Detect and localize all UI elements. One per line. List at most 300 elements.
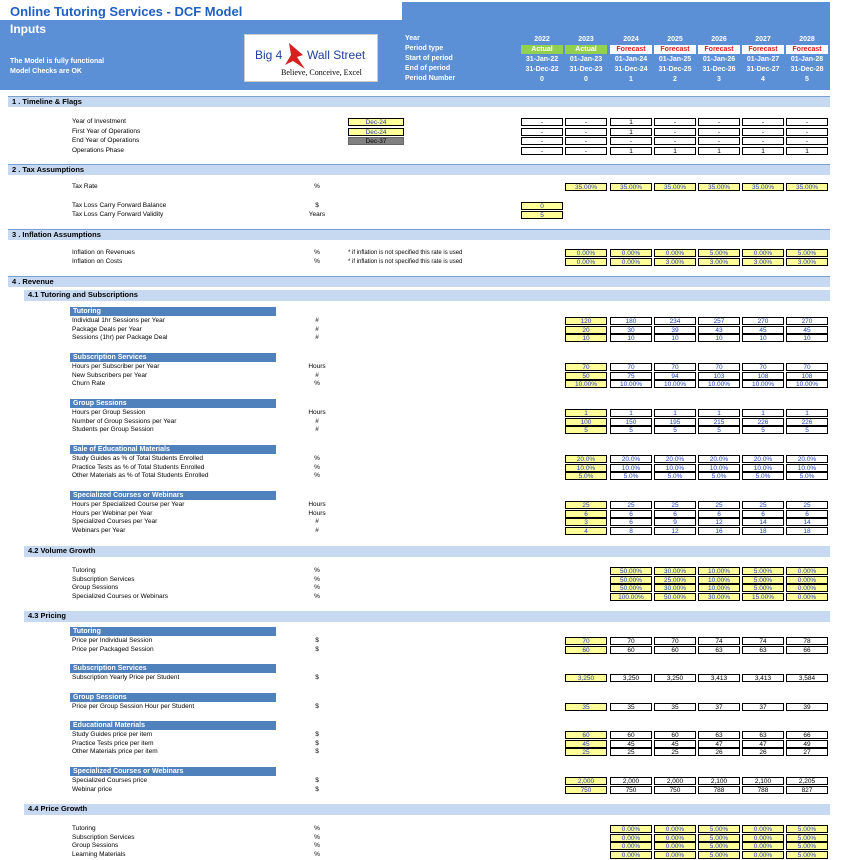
subsection-volume-growth: 4.2 Volume Growth bbox=[24, 546, 830, 557]
value-cell: 226 bbox=[786, 418, 828, 426]
value-cell[interactable]: 10.00% bbox=[698, 584, 740, 592]
end-date: 31-Dec-23 bbox=[569, 66, 603, 73]
value-cell[interactable]: 20.0% bbox=[565, 455, 607, 463]
row-note: * if inflation is not specified this rate is used bbox=[348, 250, 463, 256]
row-label: Webinars per Year bbox=[72, 526, 126, 534]
value-cell: 35 bbox=[610, 703, 652, 711]
value-cell: - bbox=[698, 118, 740, 126]
value-cell: 1 bbox=[654, 409, 696, 417]
value-cell[interactable]: 50.00% bbox=[610, 567, 652, 575]
row-unit: % bbox=[314, 472, 320, 479]
row-label: Study Guides price per item bbox=[72, 731, 153, 738]
value-cell[interactable]: 0.00% bbox=[654, 842, 696, 850]
start-date: 01-Jan-25 bbox=[658, 56, 692, 63]
value-cell[interactable]: 60 bbox=[565, 731, 607, 739]
value-cell: - bbox=[565, 137, 607, 145]
row-unit: # bbox=[315, 371, 319, 379]
row-label: Package Deals per Year bbox=[72, 325, 142, 333]
row-label: Students per Group Session bbox=[72, 426, 154, 433]
value-cell[interactable]: 0.00% bbox=[786, 567, 828, 575]
row-unit: $ bbox=[315, 645, 319, 653]
logo-text-a: Big 4 bbox=[255, 48, 283, 62]
row-label: Hours per Specialized Course per Year bbox=[72, 501, 185, 508]
section-tax: 2 . Tax Assumptions bbox=[8, 164, 830, 175]
value-cell[interactable]: 5.00% bbox=[786, 249, 828, 257]
header-row-label: End of period bbox=[405, 65, 451, 72]
value-cell[interactable]: 0.00% bbox=[610, 851, 652, 859]
value-cell[interactable]: 5 bbox=[565, 426, 607, 434]
value-cell: - bbox=[565, 118, 607, 126]
section-timeline: 1 . Timeline & Flags bbox=[8, 96, 830, 107]
value-cell[interactable]: 0.00% bbox=[565, 249, 607, 257]
row-label: Inflation on Costs bbox=[72, 258, 123, 265]
value-cell: 60 bbox=[610, 646, 652, 654]
row-label: Specialized Courses price bbox=[72, 777, 148, 784]
row-label: Price per Packaged Session bbox=[72, 645, 154, 653]
value-cell[interactable]: 0.00% bbox=[654, 834, 696, 842]
value-cell: 39 bbox=[654, 326, 696, 334]
value-cell: 1 bbox=[786, 147, 828, 155]
value-cell: 10.00% bbox=[610, 380, 652, 388]
value-cell[interactable]: 50.00% bbox=[610, 584, 652, 592]
row-note: * if inflation is not specified this rate is used bbox=[348, 259, 463, 265]
start-date: 01-Jan-24 bbox=[614, 56, 648, 63]
row-label: Other Materials as % of Total Students Enrolled bbox=[72, 472, 209, 479]
value-cell: 108 bbox=[742, 372, 784, 380]
value-cell: 108 bbox=[786, 372, 828, 380]
value-cell[interactable]: 0.00% bbox=[742, 825, 784, 833]
value-cell[interactable]: 120 bbox=[565, 317, 607, 325]
value-cell[interactable]: 35.00% bbox=[742, 183, 784, 191]
period-number: 0 bbox=[540, 76, 544, 83]
value-cell[interactable]: 50.00% bbox=[610, 576, 652, 584]
value-cell[interactable]: 45 bbox=[565, 740, 607, 748]
value-cell[interactable]: 0.00% bbox=[742, 851, 784, 859]
row-unit: # bbox=[315, 526, 319, 534]
row-unit: $ bbox=[315, 202, 319, 209]
value-cell: 10.00% bbox=[786, 380, 828, 388]
start-date: 31-Jan-22 bbox=[525, 56, 559, 63]
row-unit: % bbox=[314, 183, 320, 190]
value-cell[interactable]: 5.00% bbox=[742, 576, 784, 584]
start-date: 01-Jan-26 bbox=[702, 56, 736, 63]
value-cell: 39 bbox=[786, 703, 828, 711]
value-cell[interactable]: 30.00% bbox=[654, 584, 696, 592]
row-label: Specialized Courses per Year bbox=[72, 518, 158, 525]
value-cell[interactable]: 6 bbox=[565, 510, 607, 518]
value-cell[interactable]: 3,250 bbox=[565, 674, 607, 682]
period-type-badge: Forecast bbox=[742, 45, 784, 54]
value-cell: 6 bbox=[742, 510, 784, 518]
value-cell: 94 bbox=[654, 372, 696, 380]
value-cell: 10.0% bbox=[698, 464, 740, 472]
value-cell[interactable]: 35.00% bbox=[610, 183, 652, 191]
value-cell[interactable]: 25 bbox=[565, 501, 607, 509]
row-unit: % bbox=[314, 463, 320, 471]
value-cell[interactable]: Dec-24 bbox=[348, 118, 404, 126]
value-cell[interactable]: 5.00% bbox=[698, 825, 740, 833]
value-cell: 18 bbox=[742, 527, 784, 535]
value-cell[interactable]: 5.00% bbox=[786, 842, 828, 850]
period-number: 3 bbox=[717, 76, 721, 83]
value-cell[interactable]: 20 bbox=[565, 326, 607, 334]
value-cell[interactable]: 10.00% bbox=[565, 380, 607, 388]
value-cell: 1 bbox=[610, 409, 652, 417]
value-cell[interactable]: 5.00% bbox=[698, 842, 740, 850]
row-unit: $ bbox=[315, 637, 319, 644]
row-label: Subscription Services bbox=[72, 833, 135, 841]
block-header: Specialized Courses or Webinars bbox=[70, 491, 276, 500]
value-cell: 10.0% bbox=[654, 464, 696, 472]
value-cell: 63 bbox=[742, 731, 784, 739]
period-type-badge: Forecast bbox=[698, 45, 740, 54]
value-cell[interactable]: 750 bbox=[565, 786, 607, 794]
value-cell: 30 bbox=[610, 326, 652, 334]
value-cell: - bbox=[698, 128, 740, 136]
value-cell[interactable]: 25.00% bbox=[654, 576, 696, 584]
value-cell[interactable]: 5.00% bbox=[698, 851, 740, 859]
value-cell[interactable]: 0.00% bbox=[654, 851, 696, 859]
row-unit: # bbox=[315, 334, 319, 341]
row-unit: % bbox=[314, 842, 320, 849]
value-cell[interactable]: 0.00% bbox=[742, 249, 784, 257]
value-cell: 14 bbox=[786, 518, 828, 526]
value-cell: 26 bbox=[742, 748, 784, 756]
value-cell[interactable]: 15.00% bbox=[742, 593, 784, 601]
value-cell: 60 bbox=[654, 646, 696, 654]
year-header: 2025 bbox=[667, 36, 683, 43]
value-cell: 150 bbox=[610, 418, 652, 426]
row-unit: $ bbox=[315, 748, 319, 755]
subsection-tutoring: 4.1 Tutoring and Subscriptions bbox=[24, 290, 830, 301]
value-cell: 27 bbox=[786, 748, 828, 756]
value-cell: 70 bbox=[610, 637, 652, 645]
subsection-price-growth: 4.4 Price Growth bbox=[24, 804, 830, 815]
value-cell: - bbox=[786, 118, 828, 126]
row-unit: $ bbox=[315, 785, 319, 793]
value-cell: 66 bbox=[786, 646, 828, 654]
value-cell[interactable]: 60 bbox=[565, 646, 607, 654]
value-cell: 47 bbox=[698, 740, 740, 748]
value-cell: - bbox=[742, 128, 784, 136]
value-cell[interactable]: 100.00% bbox=[610, 593, 652, 601]
logo-graphic bbox=[245, 35, 379, 83]
value-cell[interactable]: 70 bbox=[565, 637, 607, 645]
value-cell[interactable]: 0.00% bbox=[654, 249, 696, 257]
value-cell[interactable]: 0.00% bbox=[654, 825, 696, 833]
row-label: Price per Individual Session bbox=[72, 637, 153, 644]
value-cell: 2,205 bbox=[786, 777, 828, 785]
period-type-badge: Forecast bbox=[786, 45, 828, 54]
value-cell: 3,250 bbox=[610, 674, 652, 682]
status-functional: The Model is fully functional bbox=[10, 58, 105, 65]
row-label: Hours per Group Session bbox=[72, 409, 146, 416]
block-header: Subscription Services bbox=[70, 353, 276, 362]
row-label: Other Materials price per item bbox=[72, 748, 158, 755]
row-label: Webinar price bbox=[72, 785, 112, 793]
value-cell[interactable]: 5.00% bbox=[786, 825, 828, 833]
value-cell: 20.0% bbox=[786, 455, 828, 463]
value-cell: 5.0% bbox=[654, 472, 696, 480]
value-cell[interactable]: 0.00% bbox=[786, 576, 828, 584]
value-cell: 10 bbox=[610, 334, 652, 342]
row-unit: # bbox=[315, 325, 319, 333]
value-cell: 26 bbox=[698, 748, 740, 756]
value-cell: 45 bbox=[654, 740, 696, 748]
row-unit: % bbox=[314, 258, 320, 265]
row-label: Sessions (1hr) per Package Deal bbox=[72, 334, 168, 341]
value-cell: 5 bbox=[610, 426, 652, 434]
value-cell: 70 bbox=[698, 363, 740, 371]
value-cell: 270 bbox=[742, 317, 784, 325]
year-header: 2026 bbox=[711, 36, 727, 43]
value-cell: 43 bbox=[698, 326, 740, 334]
row-label: Tutoring bbox=[72, 567, 96, 574]
row-unit: Years bbox=[308, 211, 326, 218]
year-header: 2023 bbox=[578, 36, 594, 43]
value-cell: 1 bbox=[610, 128, 652, 136]
row-unit: % bbox=[314, 575, 320, 583]
row-unit: # bbox=[315, 417, 319, 425]
value-cell: 1 bbox=[698, 409, 740, 417]
value-cell: 6 bbox=[786, 510, 828, 518]
value-cell[interactable]: 10.00% bbox=[698, 576, 740, 584]
value-cell: 750 bbox=[654, 786, 696, 794]
value-cell: 5.0% bbox=[742, 472, 784, 480]
value-cell[interactable]: 0.00% bbox=[610, 249, 652, 257]
value-cell: 74 bbox=[698, 637, 740, 645]
row-unit: % bbox=[314, 592, 320, 600]
row-unit: # bbox=[315, 518, 319, 525]
row-label: Tax Loss Carry Forward Balance bbox=[72, 202, 167, 209]
value-cell[interactable]: 5.00% bbox=[786, 834, 828, 842]
value-cell: 9 bbox=[654, 518, 696, 526]
value-cell: 3,413 bbox=[698, 674, 740, 682]
end-date: 31-Dec-24 bbox=[614, 66, 648, 73]
row-label: First Year of Operations bbox=[72, 127, 141, 135]
value-cell: 47 bbox=[742, 740, 784, 748]
value-cell[interactable]: 0.00% bbox=[610, 258, 652, 266]
value-cell[interactable]: 0 bbox=[521, 202, 563, 210]
row-label: Operations Phase bbox=[72, 146, 125, 154]
value-cell[interactable]: 4 bbox=[565, 527, 607, 535]
value-cell: - bbox=[565, 128, 607, 136]
value-cell[interactable]: 0.00% bbox=[786, 593, 828, 601]
value-cell[interactable]: 0.00% bbox=[610, 842, 652, 850]
value-cell[interactable]: 50.00% bbox=[654, 593, 696, 601]
value-cell: 234 bbox=[654, 317, 696, 325]
value-cell[interactable]: 35.00% bbox=[565, 183, 607, 191]
row-unit: $ bbox=[315, 731, 319, 738]
value-cell[interactable]: 0.00% bbox=[565, 258, 607, 266]
value-cell: 2,100 bbox=[698, 777, 740, 785]
value-cell: 63 bbox=[698, 731, 740, 739]
value-cell[interactable]: 35 bbox=[565, 703, 607, 711]
period-number: 0 bbox=[584, 76, 588, 83]
period-number: 5 bbox=[805, 76, 809, 83]
value-cell: 12 bbox=[654, 527, 696, 535]
value-cell: - bbox=[565, 147, 607, 155]
row-unit: % bbox=[314, 567, 320, 574]
row-unit: # bbox=[315, 426, 319, 433]
value-cell: 45 bbox=[742, 326, 784, 334]
end-date: 31-Dec-26 bbox=[702, 66, 736, 73]
block-header: Tutoring bbox=[70, 627, 276, 636]
value-cell: 25 bbox=[786, 501, 828, 509]
value-cell[interactable]: 3.00% bbox=[742, 258, 784, 266]
value-cell[interactable]: 1 bbox=[565, 409, 607, 417]
value-cell: 10.00% bbox=[742, 380, 784, 388]
header-row-label: Start of period bbox=[405, 55, 453, 62]
row-label: Practice Tests as % of Total Students Enrolled bbox=[72, 463, 205, 471]
value-cell: 1 bbox=[786, 409, 828, 417]
value-cell: - bbox=[521, 147, 563, 155]
value-cell: 70 bbox=[654, 637, 696, 645]
value-cell: 1 bbox=[610, 118, 652, 126]
value-cell[interactable]: 5.00% bbox=[742, 567, 784, 575]
value-cell[interactable]: 10.0% bbox=[565, 464, 607, 472]
value-cell: - bbox=[786, 137, 828, 145]
value-cell[interactable]: 50 bbox=[565, 372, 607, 380]
block-header: Group Sessions bbox=[70, 693, 276, 702]
value-cell: 2,000 bbox=[654, 777, 696, 785]
value-cell[interactable]: 5.00% bbox=[698, 249, 740, 257]
row-unit: # bbox=[315, 317, 319, 324]
value-cell[interactable]: 10.00% bbox=[698, 567, 740, 575]
value-cell: 66 bbox=[786, 731, 828, 739]
row-unit: $ bbox=[315, 739, 319, 747]
value-cell[interactable]: 100 bbox=[565, 418, 607, 426]
row-label: Hours per Webinar per Year bbox=[72, 509, 153, 517]
row-unit: % bbox=[314, 455, 320, 462]
value-cell: 37 bbox=[698, 703, 740, 711]
value-cell: 10 bbox=[698, 334, 740, 342]
value-cell: 25 bbox=[610, 748, 652, 756]
value-cell: - bbox=[786, 128, 828, 136]
end-date: 31-Dec-28 bbox=[790, 66, 824, 73]
block-header: Specialized Courses or Webinars bbox=[70, 767, 276, 776]
value-cell: 74 bbox=[742, 637, 784, 645]
period-number: 2 bbox=[673, 76, 677, 83]
value-cell: 49 bbox=[786, 740, 828, 748]
header-row-label: Year bbox=[405, 35, 420, 42]
value-cell: 18 bbox=[786, 527, 828, 535]
period-type-badge: Forecast bbox=[610, 45, 652, 54]
value-cell: - bbox=[698, 137, 740, 145]
value-cell[interactable]: 10 bbox=[565, 334, 607, 342]
value-cell[interactable]: 3.00% bbox=[654, 258, 696, 266]
row-label: Group Sessions bbox=[72, 842, 119, 849]
value-cell[interactable]: 3.00% bbox=[698, 258, 740, 266]
value-cell[interactable]: 5 bbox=[521, 211, 563, 219]
value-cell[interactable]: 3 bbox=[565, 518, 607, 526]
value-cell[interactable]: 30.00% bbox=[698, 593, 740, 601]
value-cell[interactable]: 5.00% bbox=[742, 584, 784, 592]
eagle-icon bbox=[285, 43, 305, 69]
row-label: Number of Group Sessions per Year bbox=[72, 417, 177, 425]
period-number: 1 bbox=[629, 76, 633, 83]
value-cell: - bbox=[521, 118, 563, 126]
value-cell: 75 bbox=[610, 372, 652, 380]
value-cell: 25 bbox=[742, 501, 784, 509]
row-label: Group Sessions bbox=[72, 584, 119, 591]
value-cell: 3,413 bbox=[742, 674, 784, 682]
row-unit: % bbox=[314, 380, 320, 387]
value-cell: 25 bbox=[698, 501, 740, 509]
value-cell[interactable]: 5.00% bbox=[786, 851, 828, 859]
status-checks: Model Checks are OK bbox=[10, 68, 82, 75]
value-cell: 10 bbox=[786, 334, 828, 342]
value-cell: 10 bbox=[742, 334, 784, 342]
block-header: Tutoring bbox=[70, 307, 276, 316]
value-cell[interactable]: 5.00% bbox=[698, 834, 740, 842]
value-cell[interactable]: 35.00% bbox=[786, 183, 828, 191]
value-cell: 215 bbox=[698, 418, 740, 426]
value-cell: - bbox=[742, 137, 784, 145]
value-cell: - bbox=[521, 137, 563, 145]
value-cell[interactable]: 0.00% bbox=[742, 834, 784, 842]
value-cell: 6 bbox=[698, 510, 740, 518]
value-cell[interactable]: 3.00% bbox=[786, 258, 828, 266]
value-cell: 5 bbox=[654, 426, 696, 434]
value-cell: - bbox=[610, 137, 652, 145]
value-cell[interactable]: 5.0% bbox=[565, 472, 607, 480]
value-cell: 270 bbox=[786, 317, 828, 325]
start-date: 01-Jan-23 bbox=[569, 56, 603, 63]
value-cell[interactable]: 35.00% bbox=[654, 183, 696, 191]
row-label: Tax Rate bbox=[72, 183, 98, 190]
value-cell[interactable]: 35.00% bbox=[698, 183, 740, 191]
value-cell: 1 bbox=[698, 147, 740, 155]
value-cell: 6 bbox=[610, 518, 652, 526]
end-date: 31-Dec-25 bbox=[658, 66, 692, 73]
value-cell[interactable]: 0.00% bbox=[786, 584, 828, 592]
value-cell: 3,250 bbox=[654, 674, 696, 682]
value-cell[interactable]: 30.00% bbox=[654, 567, 696, 575]
value-cell: - bbox=[654, 118, 696, 126]
value-cell[interactable]: 70 bbox=[565, 363, 607, 371]
end-date: 31-Dec-27 bbox=[746, 66, 780, 73]
value-cell[interactable]: 0.00% bbox=[610, 834, 652, 842]
value-cell: 37 bbox=[742, 703, 784, 711]
value-cell: 827 bbox=[786, 786, 828, 794]
value-cell: 5 bbox=[742, 426, 784, 434]
value-cell: 226 bbox=[742, 418, 784, 426]
block-header: Subscription Services bbox=[70, 664, 276, 673]
value-cell: 70 bbox=[786, 363, 828, 371]
value-cell: - bbox=[742, 118, 784, 126]
value-cell: 788 bbox=[698, 786, 740, 794]
value-cell[interactable]: 2,000 bbox=[565, 777, 607, 785]
value-cell: 6 bbox=[654, 510, 696, 518]
value-cell: 14 bbox=[742, 518, 784, 526]
period-number: 4 bbox=[761, 76, 765, 83]
value-cell: 257 bbox=[698, 317, 740, 325]
value-cell[interactable]: 0.00% bbox=[742, 842, 784, 850]
value-cell: - bbox=[654, 128, 696, 136]
value-cell[interactable]: Dec-24 bbox=[348, 128, 404, 136]
row-label: Inflation on Revenues bbox=[72, 249, 135, 256]
row-unit: Hours bbox=[308, 501, 326, 508]
row-unit: % bbox=[314, 850, 320, 858]
header-band-top bbox=[402, 2, 830, 20]
row-unit: % bbox=[314, 833, 320, 841]
logo-text-b: Wall Street bbox=[307, 48, 366, 62]
value-cell[interactable]: 25 bbox=[565, 748, 607, 756]
value-cell[interactable]: 0.00% bbox=[610, 825, 652, 833]
value-cell: 8 bbox=[610, 527, 652, 535]
value-cell: - bbox=[654, 137, 696, 145]
